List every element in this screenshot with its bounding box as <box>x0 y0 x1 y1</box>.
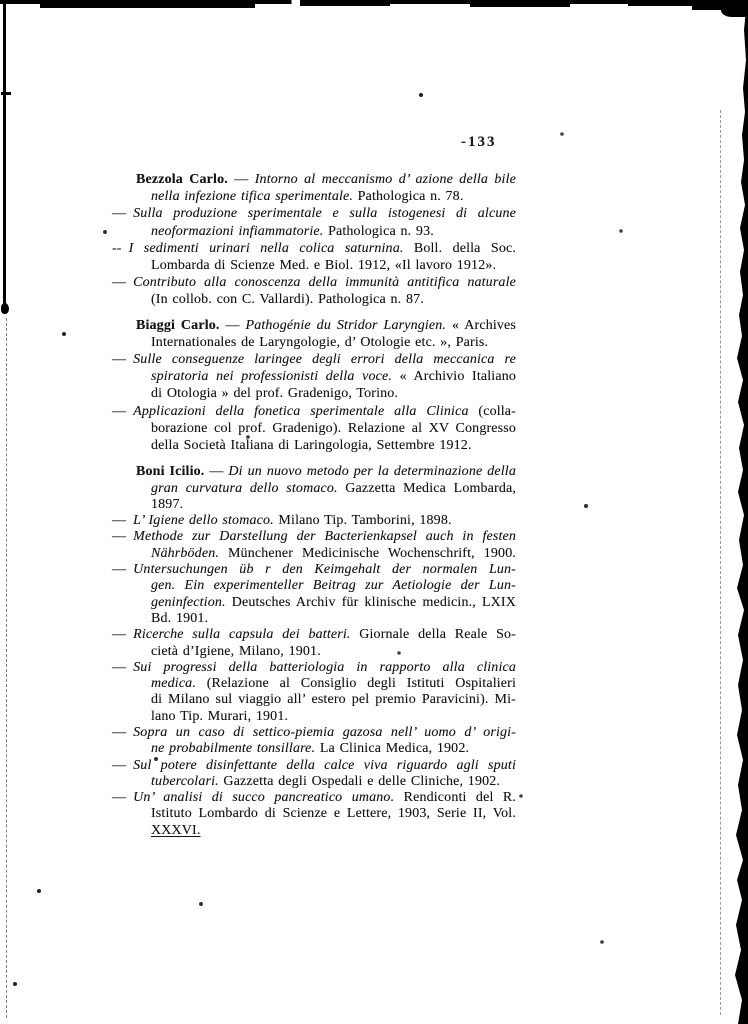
bib-line <box>112 513 516 529</box>
text-segment: neoformazioni infiammatorie. <box>151 223 324 239</box>
scan-artifact-specks <box>0 0 2 2</box>
bib-line <box>112 660 516 676</box>
text-segment: Deutsches Archiv für klinische medicin., LXIX <box>225 594 516 610</box>
bib-line <box>112 611 516 627</box>
text-segment: Sulla produzione sperimentale e sulla istogenesi di alcune <box>133 206 516 222</box>
scan-artifact-top-blob <box>470 0 570 7</box>
scan-artifact-top-blob <box>300 0 390 6</box>
text-segment: Münchener Medicinische Wochenschrift, 1900. <box>219 545 516 561</box>
bib-line <box>112 223 516 240</box>
scan-artifact-top-blob <box>40 0 255 8</box>
text-segment: Ricerche sulla capsula dei batteri. <box>133 627 351 643</box>
text-segment: gen. Ein experimenteller Beitrag zur Aetiologie der Lun- <box>151 578 516 594</box>
bib-line <box>112 627 516 643</box>
text-segment: Intorno al meccanismo d’ azione della bile <box>254 172 516 187</box>
text-segment: Un’ analisi di succo pancreatico umano. <box>133 790 395 806</box>
text-segment: Internationales de Laryngologie, d’ Otologie etc. », Paris. <box>151 334 489 350</box>
scan-artifact-right-tear <box>730 0 748 1024</box>
text-segment: Milano Tip. Tamborini, 1898. <box>273 513 452 529</box>
bib-line <box>112 368 516 385</box>
text-segment: borazione col prof. Gradenigo). Relazione al XV Congresso <box>151 420 516 436</box>
bib-line <box>112 240 516 257</box>
text-segment: — <box>112 562 127 578</box>
text-segment: della Società Italiana di Laringologia, Settembre 1912. <box>151 438 472 454</box>
text-segment: -- <box>112 240 122 256</box>
bib-line <box>112 644 516 660</box>
bib-line <box>112 676 516 692</box>
bib-line <box>112 205 516 222</box>
text-segment: (In collob. con C. Vallardi). Pathologica n. 87. <box>151 292 424 308</box>
scan-artifact-left-line-blob <box>1 303 9 314</box>
text-segment: tubercolari. <box>151 773 219 789</box>
bib-line <box>112 334 516 351</box>
text-segment: « Archives <box>446 317 517 333</box>
text-segment: — <box>227 172 255 187</box>
bib-line <box>112 385 516 402</box>
text-segment: XXXVI. <box>151 822 201 838</box>
text-segment: — <box>112 275 127 291</box>
bib-group <box>112 171 516 309</box>
text-segment: Bd. 1901. <box>151 610 209 626</box>
bib-line <box>112 188 516 205</box>
bib-line <box>112 578 516 594</box>
text-segment: L’ Igiene dello stomaco. <box>133 513 274 529</box>
text-segment: — <box>112 725 127 740</box>
text-segment: Sopra un caso di settico-piemia gazosa nell’ uomo d’ origi- <box>133 725 516 740</box>
text-segment: spiratoria nei professionisti della voce. <box>151 369 392 385</box>
text-segment: — <box>219 317 246 333</box>
bib-line <box>112 823 516 839</box>
text-segment: — <box>112 206 127 222</box>
text-segment: — <box>112 513 127 529</box>
text-segment: Untersuchungen üb r den Keimgehalt der normalen Lun- <box>133 562 516 578</box>
bib-line <box>112 403 516 420</box>
bibliography <box>112 171 516 839</box>
text-segment: — <box>112 659 127 675</box>
text-segment: I sedimenti urinari nella colica saturnina. <box>128 240 404 256</box>
bib-line <box>112 464 516 480</box>
bib-group <box>112 317 516 455</box>
text-segment: Boll. della Soc. <box>403 240 517 256</box>
bib-line <box>112 171 516 188</box>
bib-line <box>112 274 516 291</box>
bib-line <box>112 709 516 725</box>
page-number: -133 <box>461 134 497 150</box>
text-segment: Boni Icilio. <box>136 464 205 480</box>
text-segment: — <box>112 352 127 368</box>
text-segment: Gazzetta degli Ospedali e delle Cliniche, 1902. <box>218 773 501 789</box>
text-segment: gran curvatura dello stomaco. <box>151 480 338 496</box>
text-segment: Giornale della Reale So- <box>350 627 516 643</box>
bib-line <box>112 420 516 437</box>
text-segment: — <box>112 627 127 643</box>
text-segment: (Relazione al Consiglio degli Istituti Ospitalieri <box>195 676 516 692</box>
text-segment: Applicazioni della fonetica sperimentale alla Clinica <box>133 403 469 419</box>
text-segment: Sulle conseguenze laringee degli errori della meccanica re <box>133 352 516 368</box>
text-segment: di Milano sul viaggio all’ estero pel premio Paravicini). Mi- <box>151 692 516 708</box>
text-segment: Istituto Lombardo di Scienze e Lettere, 1903, Serie II, Vol. <box>151 806 516 822</box>
text-segment: Lombarda di Scienze Med. e Biol. 1912, «Il lavoro 1912». <box>151 258 497 274</box>
text-segment: ne probabilmente tonsillare. <box>151 741 316 757</box>
bib-group <box>112 464 516 839</box>
scan-artifact-left-dotted-line <box>6 318 7 1018</box>
text-segment: « Archivio Italiano <box>392 369 516 385</box>
text-segment: Gazzetta Medica Lombarda, <box>337 480 517 496</box>
text-segment: Methode zur Darstellung der Bacterienkapsel auch in festen <box>133 529 516 545</box>
bib-line <box>112 351 516 368</box>
text-segment: nella infezione tifica sperimentale. <box>151 189 354 205</box>
text-segment: Rendiconti del R. <box>394 790 517 806</box>
text-segment: Biaggi Carlo. <box>136 317 220 333</box>
bib-line <box>112 725 516 741</box>
text-segment: Pathologica n. 93. <box>323 223 434 239</box>
bib-line <box>112 595 516 611</box>
text-segment: La Clinica Medica, 1902. <box>315 741 470 757</box>
text-segment: medica. <box>151 676 196 692</box>
text-segment: Pathogénie du Stridor Laryngien. <box>245 317 447 333</box>
bib-line <box>112 481 516 497</box>
text-segment: (colla- <box>468 403 516 419</box>
bib-line <box>112 497 516 513</box>
text-segment: 1897. <box>151 496 184 512</box>
bib-line <box>112 546 516 562</box>
text-segment: Sui progressi della batteriologia in rapporto alla clinica <box>133 659 516 675</box>
scan-artifact-right-dotted-line <box>720 110 721 1015</box>
bib-line <box>112 692 516 708</box>
bib-line <box>112 257 516 274</box>
text-segment: geninfection. <box>151 594 226 610</box>
text-segment: — <box>112 403 127 419</box>
bib-line <box>112 317 516 334</box>
bib-line <box>112 758 516 774</box>
text-segment: di Otologia » del prof. Gradenigo, Torino. <box>151 386 399 402</box>
text-segment: — <box>112 790 127 806</box>
bib-line <box>112 774 516 790</box>
bib-line <box>112 529 516 545</box>
text-segment: Di un nuovo metodo per la determinazione della <box>228 464 516 480</box>
scan-artifact-left-line <box>3 4 6 308</box>
scan-artifact-left-line-cross <box>1 92 11 95</box>
text-segment: Sul potere disinfettante della calce viva riguardo agli sputi <box>133 757 516 773</box>
text-segment: — <box>204 464 229 480</box>
text-segment: Contributo alla conoscenza della immunità antitifica naturale <box>133 275 516 291</box>
bib-line <box>112 741 516 757</box>
bib-line <box>112 806 516 822</box>
text-segment: Pathologica n. 78. <box>353 189 464 205</box>
text-segment: — <box>112 757 127 773</box>
bib-line <box>112 562 516 578</box>
bib-line <box>112 291 516 308</box>
text-segment: lano Tip. Murari, 1901. <box>151 708 289 724</box>
text-segment: cietà d’Igiene, Milano, 1901. <box>151 643 321 659</box>
text-segment: — <box>112 529 127 545</box>
text-segment: Nährböden. <box>151 545 219 561</box>
bib-line <box>112 790 516 806</box>
text-segment: Bezzola Carlo. <box>136 172 228 187</box>
bib-line <box>112 437 516 454</box>
